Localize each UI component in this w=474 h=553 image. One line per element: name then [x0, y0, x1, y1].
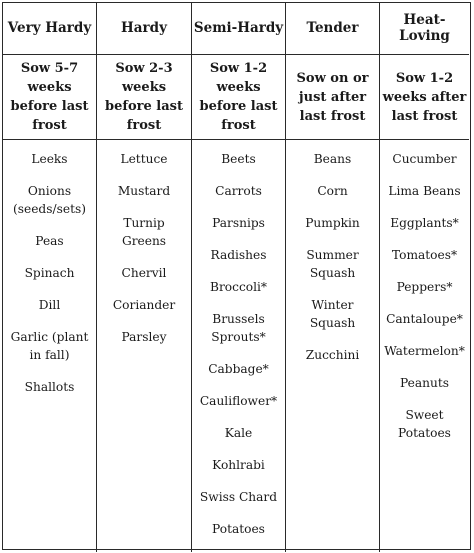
sow-timing-hardy: Sow 2-3 weeks before last frost: [97, 55, 192, 140]
plant-column-semi-hardy: [192, 140, 286, 552]
plant-item: Peas: [35, 234, 64, 248]
plant-item: Shallots: [24, 380, 75, 394]
plant-item: Onions (seeds/sets): [13, 184, 86, 216]
plant-item: Pumpkin: [305, 216, 360, 230]
plant-column-tender: [286, 140, 380, 552]
plant-item: Cucumber: [392, 152, 457, 166]
plant-column-hardy: [97, 140, 192, 552]
plant-item: Peppers*: [396, 280, 453, 294]
plant-item: Sweet Potatoes: [398, 408, 451, 440]
plant-item: Garlic (plant in fall): [10, 330, 89, 362]
sow-timing-very-hardy: Sow 5-7 weeks before last frost: [3, 55, 97, 140]
plant-item: Peanuts: [400, 376, 449, 390]
sow-timing-tender: Sow on or just after last frost: [286, 55, 380, 140]
plant-item: Lima Beans: [388, 184, 461, 198]
plant-item: Summer Squash: [306, 248, 359, 280]
header-tender: Tender: [286, 3, 380, 55]
plant-item: Cantaloupe*: [386, 312, 463, 326]
plant-item: Dill: [38, 298, 61, 312]
planting-table: [2, 2, 471, 550]
plant-item: Carrots: [215, 184, 262, 198]
plant-item: Turnip Greens: [121, 216, 167, 248]
plant-item: Kale: [224, 426, 253, 440]
plant-item: Parsnips: [212, 216, 265, 230]
plant-item: Coriander: [112, 298, 176, 312]
plant-item: Lettuce: [120, 152, 168, 166]
plant-item: Mustard: [117, 184, 171, 198]
plant-item: Beans: [313, 152, 352, 166]
plant-item: Watermelon*: [384, 344, 465, 358]
sow-timing-semi-hardy: Sow 1-2 weeks before last frost: [192, 55, 286, 140]
header-very-hardy: Very Hardy: [3, 3, 97, 55]
plant-item: Spinach: [24, 266, 75, 280]
plant-item: Parsley: [121, 330, 167, 344]
plant-item: Beets: [221, 152, 256, 166]
sow-timing-heat-loving: Sow 1-2 weeks after last frost: [380, 55, 469, 140]
plant-item: Chervil: [121, 266, 167, 280]
plant-item: Cauliflower*: [199, 394, 278, 408]
plant-item: Leeks: [31, 152, 68, 166]
plant-item: Brussels Sprouts*: [211, 312, 266, 344]
plant-item: Broccoli*: [210, 280, 267, 294]
plant-item: Zucchini: [305, 348, 360, 362]
plant-item: Winter Squash: [309, 298, 356, 330]
header-semi-hardy: Semi-Hardy: [192, 3, 286, 55]
header-heat-loving: Heat-Loving: [380, 3, 469, 55]
plant-item: Swiss Chard: [199, 490, 278, 504]
plant-item: Eggplants*: [390, 216, 459, 230]
plant-item: Radishes: [210, 248, 267, 262]
plant-item: Cabbage*: [208, 362, 269, 376]
plant-column-heat-loving: [380, 140, 469, 552]
plant-item: Kohlrabi: [212, 458, 265, 472]
plant-item: Corn: [317, 184, 348, 198]
header-hardy: Hardy: [97, 3, 192, 55]
plant-column-very-hardy: [3, 140, 97, 552]
plant-item: Tomatoes*: [391, 248, 458, 262]
plant-item: Potatoes: [212, 522, 265, 536]
